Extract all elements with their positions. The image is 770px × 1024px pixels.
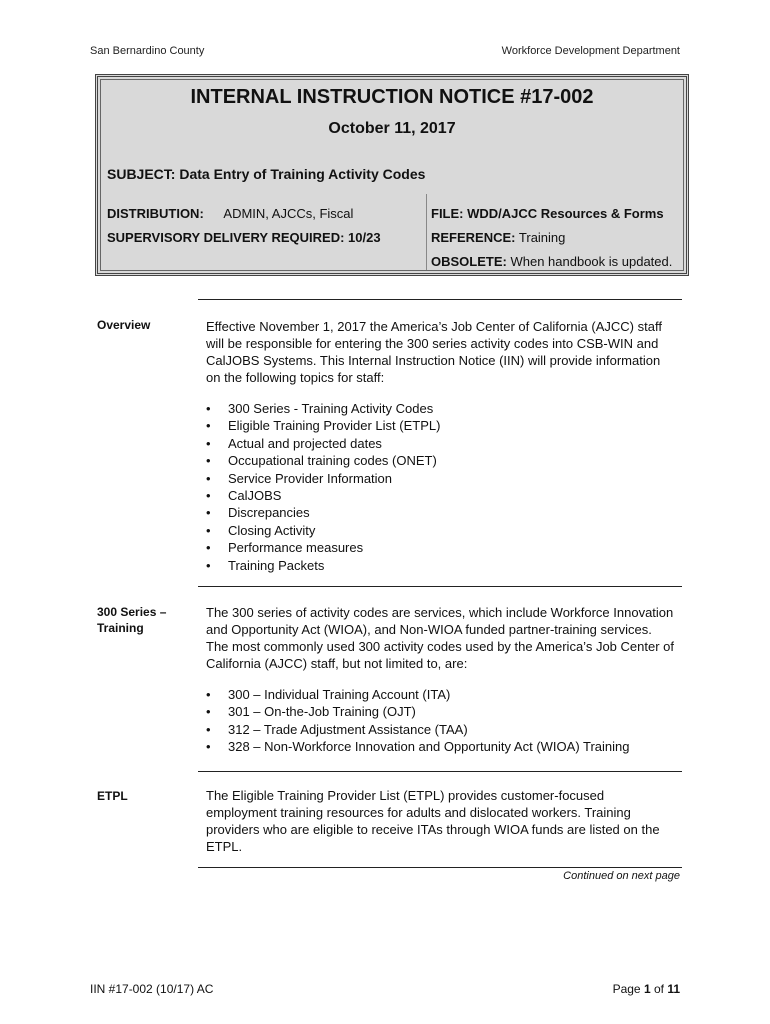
list-item: • 300 Series - Training Activity Codes — [206, 400, 440, 417]
list-item: • Occupational training codes (ONET) — [206, 452, 440, 469]
continued-note: Continued on next page — [563, 870, 680, 882]
series300-label-line2: Training — [97, 621, 144, 635]
section-rule-300-series — [198, 586, 682, 587]
list-item: • 300 – Individual Training Account (ITA) — [206, 686, 630, 703]
page-of: of — [650, 982, 668, 996]
list-item: • CalJOBS — [206, 487, 440, 504]
notice-subject: SUBJECT: Data Entry of Training Activity Codes — [107, 166, 426, 182]
series300-label-line1: 300 Series – — [97, 605, 167, 619]
header-county: San Bernardino County — [90, 45, 205, 57]
notice-box — [95, 74, 689, 276]
page-prefix: Page — [612, 982, 644, 996]
section-rule-overview — [198, 299, 682, 300]
obsolete-value: When handbook is updated. — [510, 254, 673, 269]
overview-text: Effective November 1, 2017 the America’s Job Center of California (AJCC) staff will be responsible for entering the 300 series activity codes into CSB-WIN and CalJOBS Systems. This Internal Instruction Notice (IIN) will provide information on the following topics for staff: — [206, 319, 662, 385]
series300-text: The 300 series of activity codes are services, which include Workforce Innovation and Opportunity Act (WIOA), and Non-WIOA funded partner-training services. The most commonly used 300 activity codes used by the America’s Job Center of California (AJCC) staff, but not limited to, are: — [206, 605, 674, 671]
footer-page-number — [613, 982, 680, 996]
notice-title: INTERNAL INSTRUCTION NOTICE #17-002 — [190, 86, 594, 108]
section-rule-end — [198, 867, 682, 868]
reference-label: REFERENCE: — [431, 230, 516, 245]
list-item: • Closing Activity — [206, 522, 440, 539]
header-department: Workforce Development Department — [501, 45, 680, 57]
list-item: • Training Packets — [206, 557, 440, 574]
series300-code-list — [206, 686, 630, 756]
page-total: 11 — [667, 982, 680, 996]
reference-value: Training — [518, 230, 566, 245]
distribution-value: ADMIN, AJCCs, Fiscal — [223, 206, 354, 221]
list-item: • 312 – Trade Adjustment Assistance (TAA) — [206, 721, 630, 738]
file-line: FILE: WDD/AJCC Resources & Forms — [431, 206, 664, 221]
etpl-label: ETPL — [97, 789, 128, 803]
list-item: • 328 – Non-Workforce Innovation and Opportunity Act (WIOA) Training — [206, 738, 630, 755]
supervisory-delivery: SUPERVISORY DELIVERY REQUIRED: 10/23 — [107, 230, 381, 245]
distribution-row — [107, 206, 353, 221]
etpl-text: The Eligible Training Provider List (ETPL) provides customer-focused employment training resources for adults and dislocated workers. Training providers who are eligible to receive ITAs through WIOA funds are listed on the ETPL. — [206, 788, 660, 854]
list-item: • Service Provider Information — [206, 470, 440, 487]
list-item: • 301 – On-the-Job Training (OJT) — [206, 703, 630, 720]
reference-row — [431, 230, 565, 245]
section-rule-etpl — [198, 771, 682, 772]
series300-label — [97, 604, 166, 636]
list-item: • Performance measures — [206, 539, 440, 556]
obsolete-row — [431, 254, 672, 269]
distribution-label: DISTRIBUTION: — [107, 206, 204, 221]
list-item: • Discrepancies — [206, 504, 440, 521]
box-column-divider — [426, 194, 427, 270]
overview-label: Overview — [97, 318, 151, 332]
obsolete-label: OBSOLETE: — [431, 254, 507, 269]
page-current: 1 — [643, 982, 651, 996]
notice-date: October 11, 2017 — [328, 120, 456, 137]
list-item: • Eligible Training Provider List (ETPL) — [206, 417, 440, 434]
overview-topic-list — [206, 400, 440, 574]
list-item: • Actual and projected dates — [206, 435, 440, 452]
footer-doc-id: IIN #17-002 (10/17) AC — [90, 982, 214, 996]
